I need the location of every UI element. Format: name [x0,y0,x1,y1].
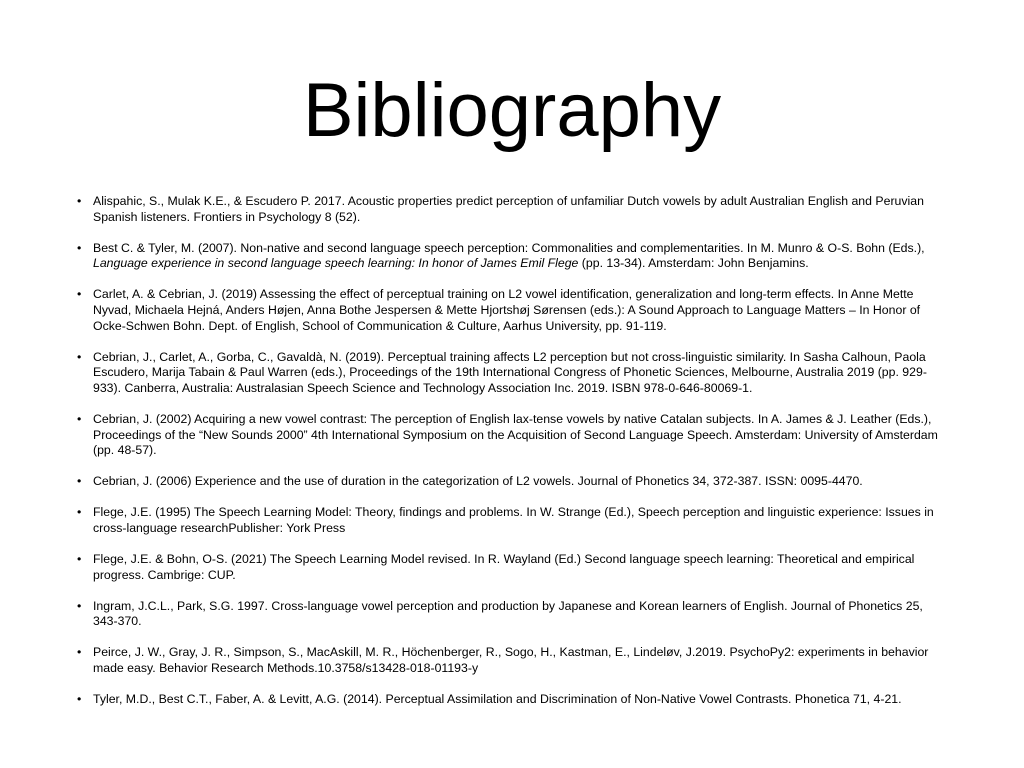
reference-item [77,474,949,490]
bullet-icon: • [77,194,82,208]
reference-text-end: (pp. 13-34). Amsterdam: John Benjamins. [578,256,809,271]
reference-text: Cebrian, J. (2006) Experience and the use of duration in the categorization of L2 vowels. Journal of Phonetics 34, 372-387. ISSN: 0095-4470. [93,474,863,489]
reference-item [77,241,949,272]
reference-item [77,505,949,536]
reference-text: Flege, J.E. & Bohn, O-S. (2021) The Speech Learning Model revised. In R. Wayland (Ed.) Second language speech learning: Theoretical and empirical progress. Cambrige: CUP. [93,552,915,582]
reference-item [77,412,949,459]
bullet-icon: • [77,598,82,613]
bullet-icon: • [77,240,82,255]
reference-item [77,194,949,225]
reference-text: Carlet, A. & Cebrian, J. (2019) Assessing the effect of perceptual training on L2 vowel identification, generalization and long-term effects. In Anne Mette Nyvad, Michaela Hejná, Anders Højen, Anna Bothe Jespersen & Mette Hjortshøj Sørensen (eds.): A Sound Approach to Language Matters – In Honor of Ocke-Schwen Bohn. Dept. of English, School of Communication & Culture, Aarhus University, pp. 91-119. [93,287,921,333]
reference-text: Best C. & Tyler, M. (2007). Non-native and second language speech perception: Commonalities and complementarities. In M. Munro & O-S. Bohn (Eds.), [93,240,925,255]
reference-item [77,692,949,708]
reference-text: Ingram, J.C.L., Park, S.G. 1997. Cross-language vowel perception and production by Japanese and Korean learners of English. Journal of Phonetics 25, 343-370. [93,598,923,629]
reference-text: Tyler, M.D., Best C.T., Faber, A. & Levitt, A.G. (2014). Perceptual Assimilation and Discrimination of Non-Native Vowel Contrasts. Phonetica 71, 4-21. [93,692,902,707]
reference-book-title: Language experience in second language speech learning: In honor of James Emil Flege [93,256,579,271]
bullet-icon: • [77,692,82,707]
bullet-icon: • [77,645,82,660]
bullet-icon: • [77,552,82,566]
reference-item [77,350,949,397]
bullet-icon: • [77,411,82,426]
reference-text: Peirce, J. W., Gray, J. R., Simpson, S., MacAskill, M. R., Höchenberger, R., Sogo, H., Kastman, E., Lindeløv, J.2019. PsychoPy2: experiments in behavior made easy. Behavior Research Methods.10.3758/s13428-018-01193-y [93,645,929,675]
reference-text: Cebrian, J., Carlet, A., Gorba, C., Gavaldà, N. (2019). Perceptual training affects L2 perception but not cross-linguistic similarity. In Sasha Calhoun, Paola Escudero, Marija Tabain & Paul Warren (eds.), Proceedings of the 19th International Congress of Phonetic Sciences, Melbourne, Australia 2019 (pp. 929-933). Canberra, Australia: Australasian Speech Science and Technology Association Inc. 2019. ISBN 978-0-646-80069-1. [93,349,927,395]
reference-text: Alispahic, S., Mulak K.E., & Escudero P. 2017. Acoustic properties predict perception of unfamiliar Dutch vowels by adult Australian English and Peruvian Spanish listeners. Frontiers in Psychology 8 (52). [93,194,924,224]
reference-item [77,645,949,676]
bullet-icon: • [77,474,82,489]
reference-text: Flege, J.E. (1995) The Speech Learning Model: Theory, findings and problems. In W. Strange (Ed.), Speech perception and linguistic experience: Issues in cross-language researchPublisher: York Press [93,505,934,535]
reference-item [77,552,949,583]
bullet-icon: • [77,505,82,520]
bullet-icon: • [77,349,82,364]
reference-list [77,194,949,723]
page-title: Bibliography [302,68,722,153]
reference-item [77,599,949,630]
reference-text: Cebrian, J. (2002) Acquiring a new vowel contrast: The perception of English lax-tense vowels by native Catalan subjects. In A. James & J. Leather (Eds.), Proceedings of the “New Sounds 2000” 4th International Symposium on the Acquisition of Second Language Speech. Amsterdam: University of Amsterdam (pp. 48-57). [93,411,938,458]
reference-item [77,287,949,334]
bullet-icon: • [77,287,82,302]
